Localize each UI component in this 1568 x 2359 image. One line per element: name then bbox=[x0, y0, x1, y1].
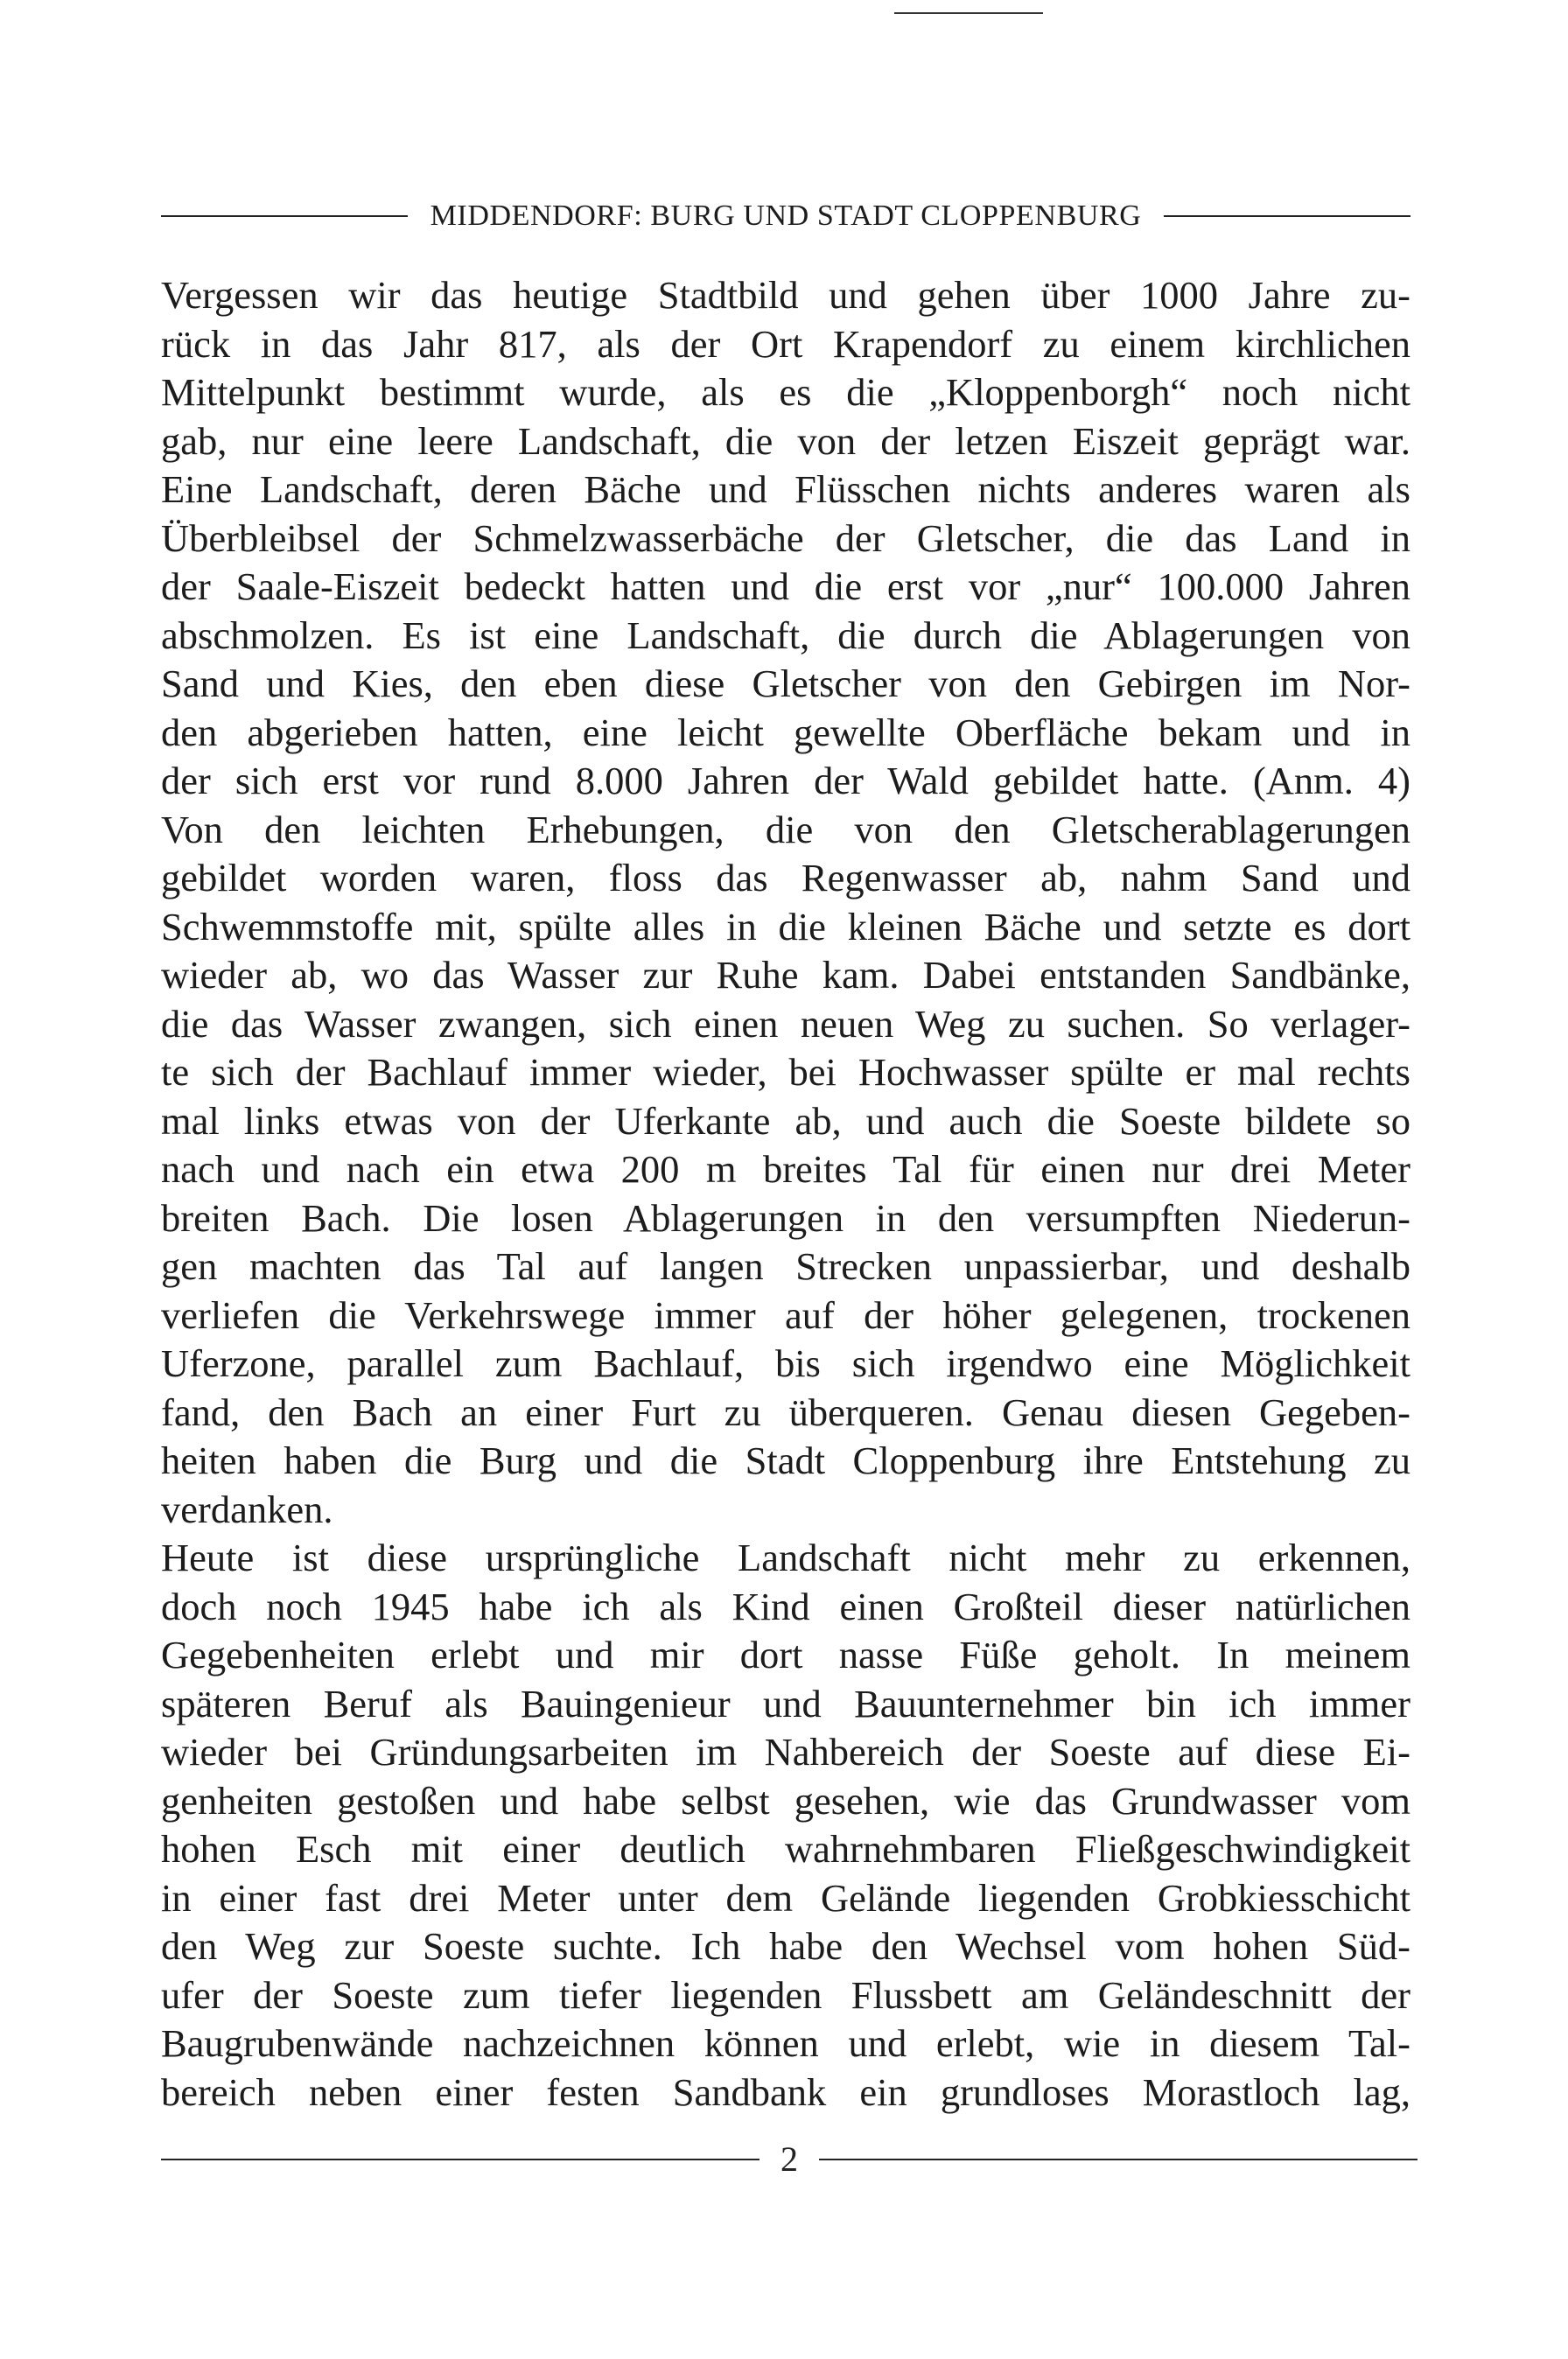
text-line: Schwemmstoffe mit, spülte alles in die kleinen Bäche und setzte es dort bbox=[161, 904, 1410, 948]
text-line: Uferzone, parallel zum Bachlauf, bis sich irgendwo eine Möglichkeit bbox=[161, 1341, 1410, 1385]
text-line: heiten haben die Burg und die Stadt Cloppenburg ihre Entstehung zu bbox=[161, 1438, 1410, 1482]
text-line: Von den leichten Erhebungen, die von den Gletscherablagerungen bbox=[161, 807, 1410, 851]
running-head-rule-left bbox=[161, 215, 408, 217]
text-line: fand, den Bach an einer Furt zu überqueren. Genau diesen Gegeben- bbox=[161, 1390, 1410, 1434]
text-line: verliefen die Verkehrswege immer auf der höher gelegenen, trockenen bbox=[161, 1292, 1410, 1337]
text-line: Vergessen wir das heutige Stadtbild und gehen über 1000 Jahre zu- bbox=[161, 273, 1410, 317]
text-line: in einer fast drei Meter unter dem Gelände liegenden Grobkiesschicht bbox=[161, 1875, 1410, 1920]
running-head-rule-right bbox=[1164, 215, 1410, 217]
body-text bbox=[161, 271, 1410, 2117]
text-line: späteren Beruf als Bauingenieur und Bauunternehmer bin ich immer bbox=[161, 1681, 1410, 1726]
text-line: Eine Landschaft, deren Bäche und Flüsschen nichts anderes waren als bbox=[161, 467, 1410, 511]
running-head-title: MIDDENDORF: BURG UND STADT CLOPPENBURG bbox=[430, 200, 1142, 232]
text-line: gen machten das Tal auf langen Strecken unpassierbar, und deshalb bbox=[161, 1244, 1410, 1288]
text-line: gab, nur eine leere Landschaft, die von der letzen Eiszeit geprägt war. bbox=[161, 418, 1410, 463]
text-line: gebildet worden waren, floss das Regenwasser ab, nahm Sand und bbox=[161, 856, 1410, 900]
text-line: der Saale-Eiszeit bedeckt hatten und die erst vor „nur“ 100.000 Jahren bbox=[161, 564, 1410, 608]
footer-rule-left bbox=[161, 2159, 760, 2160]
text-line: wieder bei Gründungsarbeiten im Nahbereich der Soeste auf diese Ei- bbox=[161, 1730, 1410, 1774]
text-line: breiten Bach. Die losen Ablagerungen in den versumpften Niederun- bbox=[161, 1195, 1410, 1240]
text-line: Heute ist diese ursprüngliche Landschaft nicht mehr zu erkennen, bbox=[161, 1536, 1410, 1579]
text-line: der sich erst vor rund 8.000 Jahren der Wald gebildet hatte. (Anm. 4) bbox=[161, 759, 1410, 802]
text-line: verdanken. bbox=[161, 1487, 333, 1531]
text-line: den Weg zur Soeste suchte. Ich habe den Wechsel vom hohen Süd- bbox=[161, 1924, 1410, 1968]
footer-rule-right bbox=[819, 2159, 1418, 2160]
text-line: Überbleibsel der Schmelzwasserbäche der Gletscher, die das Land in bbox=[161, 515, 1410, 560]
text-line: abschmolzen. Es ist eine Landschaft, die durch die Ablagerungen von bbox=[161, 612, 1410, 657]
text-line: Gegebenheiten erlebt und mir dort nasse Füße geholt. In meinem bbox=[161, 1633, 1410, 1676]
text-line: doch noch 1945 habe ich als Kind einen Großteil dieser natürlichen bbox=[161, 1584, 1410, 1628]
page-number: 2 bbox=[780, 2139, 798, 2179]
text-line: rück in das Jahr 817, als der Ort Krapendorf zu einem kirchlichen bbox=[161, 321, 1410, 366]
running-head bbox=[161, 194, 1410, 238]
paragraph-2 bbox=[161, 1534, 1410, 2117]
text-line: ufer der Soeste zum tiefer liegenden Flussbett am Geländeschnitt der bbox=[161, 1972, 1410, 2017]
text-line: te sich der Bachlauf immer wieder, bei Hochwasser spülte er mal rechts bbox=[161, 1050, 1410, 1094]
page-footer bbox=[161, 2139, 1418, 2179]
text-line: genheiten gestoßen und habe selbst gesehen, wie das Grundwasser vom bbox=[161, 1778, 1410, 1823]
text-line: wieder ab, wo das Wasser zur Ruhe kam. Dabei entstanden Sandbänke, bbox=[161, 953, 1410, 997]
text-line: nach und nach ein etwa 200 m breites Tal für einen nur drei Meter bbox=[161, 1147, 1410, 1191]
text-line: Sand und Kies, den eben diese Gletscher von den Gebirgen im Nor- bbox=[161, 662, 1410, 705]
text-line: Mittelpunkt bestimmt wurde, als es die „Kloppenborgh“ noch nicht bbox=[161, 370, 1410, 414]
paragraph-1 bbox=[161, 271, 1410, 1534]
text-line: die das Wasser zwangen, sich einen neuen Weg zu suchen. So verlager- bbox=[161, 1001, 1410, 1046]
text-line: den abgerieben hatten, eine leicht gewellte Oberfläche bekam und in bbox=[161, 710, 1410, 754]
text-line: hohen Esch mit einer deutlich wahrnehmbaren Fließgeschwindigkeit bbox=[161, 1827, 1410, 1871]
top-edge-rule bbox=[894, 12, 1043, 14]
text-line: bereich neben einer festen Sandbank ein grundloses Morastloch lag, bbox=[161, 2069, 1410, 2114]
text-line: Baugrubenwände nachzeichnen können und erlebt, wie in diesem Tal- bbox=[161, 2021, 1410, 2065]
text-line: mal links etwas von der Uferkante ab, und auch die Soeste bildete so bbox=[161, 1098, 1410, 1143]
